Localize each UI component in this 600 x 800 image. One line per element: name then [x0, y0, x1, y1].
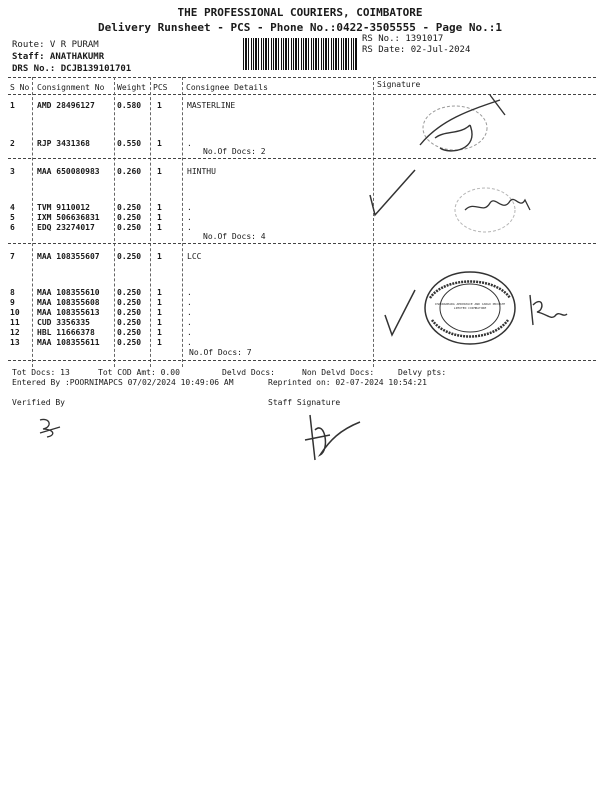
table-top-rule — [8, 77, 596, 78]
verified-by-label: Verified By — [12, 398, 65, 407]
cell-pcs: 1 — [157, 318, 162, 327]
signature-1-icon — [410, 90, 520, 160]
cell-weight: 0.250 — [117, 298, 142, 307]
cell-consignment: HBL 11666378 — [37, 328, 95, 337]
rs-number: RS No.: 1391017 — [362, 34, 444, 44]
cell-pcs: 1 — [157, 203, 162, 212]
cell-weight: 0.250 — [117, 308, 142, 317]
cell-details: . — [187, 318, 192, 327]
cell-consignment: AMD 28496127 — [37, 101, 95, 110]
cell-consignment: CUD 3356335 — [37, 318, 90, 327]
cell-details: . — [187, 213, 192, 222]
cell-consignment: IXM 506636831 — [37, 213, 100, 222]
verifier-signature-icon — [35, 415, 65, 440]
cell-pcs: 1 — [157, 139, 162, 148]
cell-consignment: MAA 108355607 — [37, 252, 100, 261]
cell-pcs: 1 — [157, 101, 162, 110]
cell-sno: 9 — [10, 298, 15, 307]
col-header-sno: S No — [10, 83, 30, 92]
col-header-signature: Signature — [377, 80, 421, 89]
cell-pcs: 1 — [157, 328, 162, 337]
staff-signature-label: Staff Signature — [268, 398, 341, 407]
cell-details: MASTERLINE — [187, 101, 236, 110]
delivered-docs: Delvd Docs: — [222, 368, 275, 377]
cell-consignment: MAA 108355611 — [37, 338, 100, 347]
cell-details: . — [187, 223, 192, 232]
cell-details: . — [187, 139, 192, 148]
cell-sno: 6 — [10, 223, 15, 232]
cell-weight: 0.250 — [117, 203, 142, 212]
col-divider — [114, 77, 115, 367]
cell-weight: 0.550 — [117, 139, 142, 148]
cell-consignment: MAA 108355608 — [37, 298, 100, 307]
staff-label: Staff: ANATHAKUMR — [12, 52, 105, 62]
staff-signature-icon — [295, 410, 365, 465]
docs-count-note: No.Of Docs: 2 — [203, 147, 266, 156]
total-docs: Tot Docs: 13 — [12, 368, 70, 377]
cell-weight: 0.260 — [117, 167, 142, 176]
cell-sno: 4 — [10, 203, 15, 212]
cell-consignment: MAA 108355613 — [37, 308, 100, 317]
cell-weight: 0.250 — [117, 338, 142, 347]
docs-count-note: No.Of Docs: 4 — [203, 232, 266, 241]
cell-consignment: MAA 108355610 — [37, 288, 100, 297]
cell-sno: 2 — [10, 139, 15, 148]
signature-2-icon — [365, 165, 565, 235]
entered-by: Entered By :POORNIMAPCS 07/02/2024 10:49:06 AM — [12, 378, 234, 387]
non-delivered-docs: Non Delvd Docs: — [302, 368, 375, 377]
cell-details: HINTHU — [187, 167, 216, 176]
col-header-details: Consignee Details — [186, 83, 268, 92]
cell-consignment: RJP 3431368 — [37, 139, 90, 148]
cell-pcs: 1 — [157, 298, 162, 307]
cell-sno: 1 — [10, 101, 15, 110]
table-bottom-rule — [8, 360, 596, 361]
cell-details: . — [187, 328, 192, 337]
cell-consignment: TVM 9110012 — [37, 203, 90, 212]
cell-sno: 10 — [10, 308, 20, 317]
signature-4-icon — [525, 290, 570, 330]
cell-sno: 3 — [10, 167, 15, 176]
cell-details: . — [187, 203, 192, 212]
rs-date: RS Date: 02-Jul-2024 — [362, 45, 471, 55]
cell-sno: 8 — [10, 288, 15, 297]
delivery-points: Delvy pts: — [398, 368, 447, 377]
drs-number: DRS No.: DCJB139101701 — [12, 64, 132, 74]
cell-weight: 0.250 — [117, 328, 142, 337]
route-label: Route: V R PURAM — [12, 40, 99, 50]
cell-pcs: 1 — [157, 288, 162, 297]
cell-pcs: 1 — [157, 252, 162, 261]
cell-weight: 0.250 — [117, 223, 142, 232]
cell-details: . — [187, 308, 192, 317]
cell-weight: 0.250 — [117, 213, 142, 222]
reprinted-on: Reprinted on: 02-07-2024 10:54:21 — [268, 378, 427, 387]
cell-details: . — [187, 298, 192, 307]
cell-pcs: 1 — [157, 308, 162, 317]
cell-pcs: 1 — [157, 338, 162, 347]
group-separator — [8, 243, 596, 244]
docs-count-note: No.Of Docs: 7 — [189, 348, 252, 357]
col-header-pcs: PCS — [153, 83, 168, 92]
col-header-weight: Weight — [117, 83, 146, 92]
table-row — [10, 101, 15, 110]
col-header-consignment: Consignment No — [37, 83, 105, 92]
cell-sno: 12 — [10, 328, 20, 337]
barcode-icon — [243, 38, 357, 70]
cell-pcs: 1 — [157, 167, 162, 176]
cell-pcs: 1 — [157, 213, 162, 222]
cell-sno: 11 — [10, 318, 20, 327]
cell-sno: 5 — [10, 213, 15, 222]
stamp-inscription: CHAKRADHARA AEROSPACE AND CARGO PRIVATE LIMITED COIMBATORE — [434, 302, 506, 310]
cell-pcs: 1 — [157, 223, 162, 232]
col-divider — [32, 77, 33, 367]
col-divider — [150, 77, 151, 367]
cell-details: LCC — [187, 252, 202, 261]
cell-consignment: MAA 650080983 — [37, 167, 100, 176]
signature-3-icon — [380, 285, 420, 345]
runsheet-subtitle: Delivery Runsheet - PCS - Phone No.:0422-3505555 - Page No.:1 — [98, 21, 502, 34]
cell-sno: 7 — [10, 252, 15, 261]
cell-details: . — [187, 288, 192, 297]
cell-sno: 13 — [10, 338, 20, 347]
cell-weight: 0.250 — [117, 318, 142, 327]
total-cod: Tot COD Amt: 0.00 — [98, 368, 180, 377]
company-title: THE PROFESSIONAL COURIERS, COIMBATORE — [177, 6, 423, 19]
cell-weight: 0.250 — [117, 252, 142, 261]
cell-weight: 0.250 — [117, 288, 142, 297]
col-divider — [182, 77, 183, 367]
cell-weight: 0.580 — [117, 101, 142, 110]
cell-consignment: EDQ 23274017 — [37, 223, 95, 232]
cell-details: . — [187, 338, 192, 347]
